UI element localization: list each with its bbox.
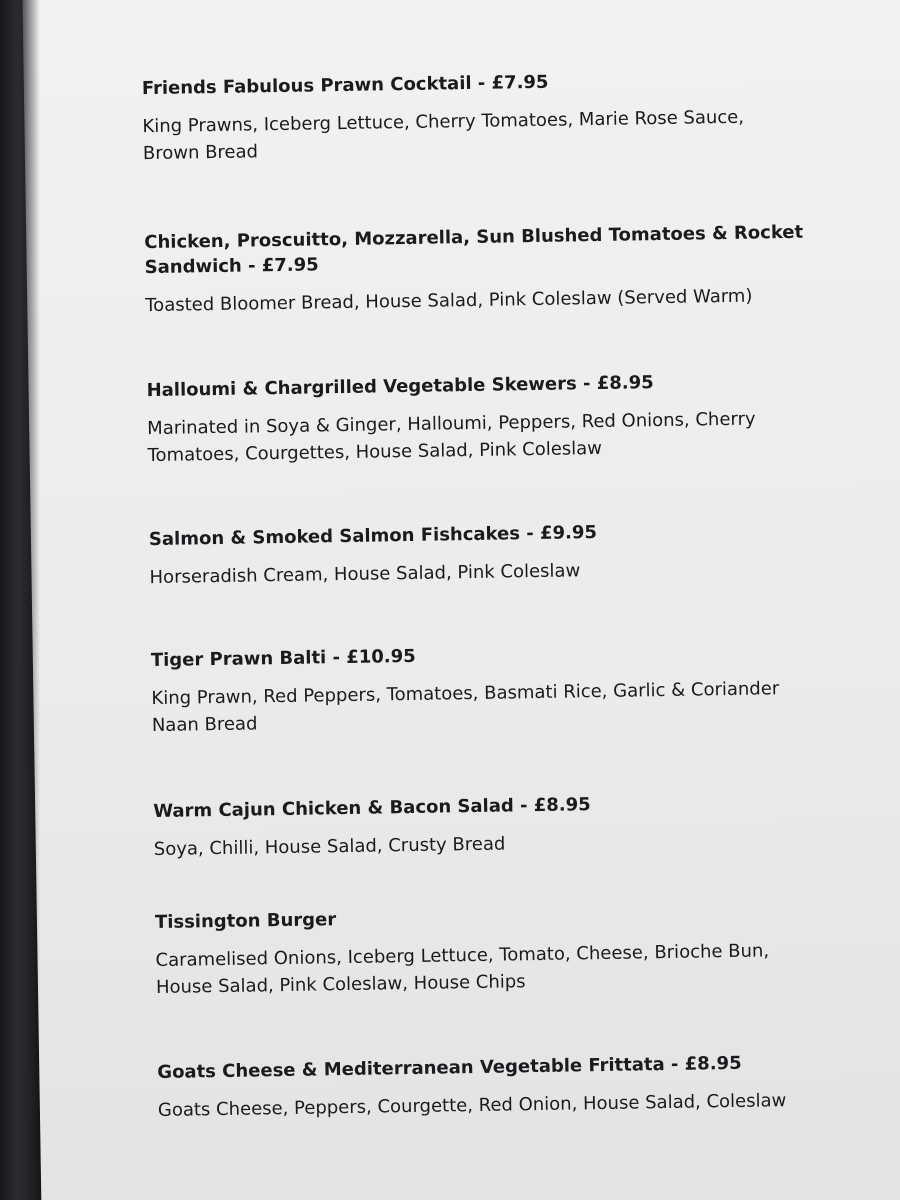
menu-item-title: Warm Cajun Chicken & Bacon Salad - £8.95 [153,794,591,823]
menu-item-title: Salmon & Smoked Salmon Fishcakes - £9.95 [148,522,598,551]
menu-item-title: Goats Cheese & Mediterranean Vegetable Frittata - £8.95 [157,1052,742,1084]
menu-item-cajun-chicken-salad [153,792,591,863]
menu-item-tissington-burger [155,900,816,1001]
menu-item-title: Friends Fabulous Prawn Cocktail - £7.95 [141,71,549,100]
menu-item-description: Soya, Chilli, House Salad, Crusty Bread [153,833,506,861]
menu-item-goats-cheese-frittata [157,1050,786,1124]
menu-item-description: Caramelised Onions, Iceberg Lettuce, Tomato, Cheese, Brioche Bun, House Salad, Pink Coleslaw, House Chips [155,940,770,999]
menu-item-description: King Prawn, Red Peppers, Tomatoes, Basmati Rice, Garlic & Coriander Naan Bread [151,678,780,737]
menu-item-prawn-cocktail [142,66,803,167]
menu-item-tiger-prawn-balti [151,638,812,739]
menu-item-title: Halloumi & Chargrilled Vegetable Skewers - £8.95 [146,372,654,402]
menu-item-chicken-sandwich [144,219,845,319]
menu-item-description: Marinated in Soya & Ginger, Halloumi, Peppers, Red Onions, Cherry Tomatoes, Courgettes, House Salad, Pink Coleslaw [147,408,756,467]
menu-item-salmon-fishcakes [149,520,598,591]
menu-item-description: Horseradish Cream, House Salad, Pink Coleslaw [149,560,581,589]
menu-item-description: Goats Cheese, Peppers, Courgette, Red Onion, House Salad, Coleslaw [157,1090,787,1122]
menu-item-description: Toasted Bloomer Bread, House Salad, Pink Coleslaw (Served Warm) [145,285,753,317]
menu-item-title: Chicken, Proscuitto, Mozzarella, Sun Blushed Tomatoes & Rocket Sandwich - £7.95 [144,221,804,279]
menu-sheet [22,0,900,1200]
menu-item-description: King Prawns, Iceberg Lettuce, Cherry Tomatoes, Marie Rose Sauce, Brown Bread [142,106,745,165]
menu-item-title: Tiger Prawn Balti - £10.95 [150,645,416,672]
menu-item-title: Tissington Burger [154,909,337,934]
menu-item-halloumi-skewers [146,368,807,469]
